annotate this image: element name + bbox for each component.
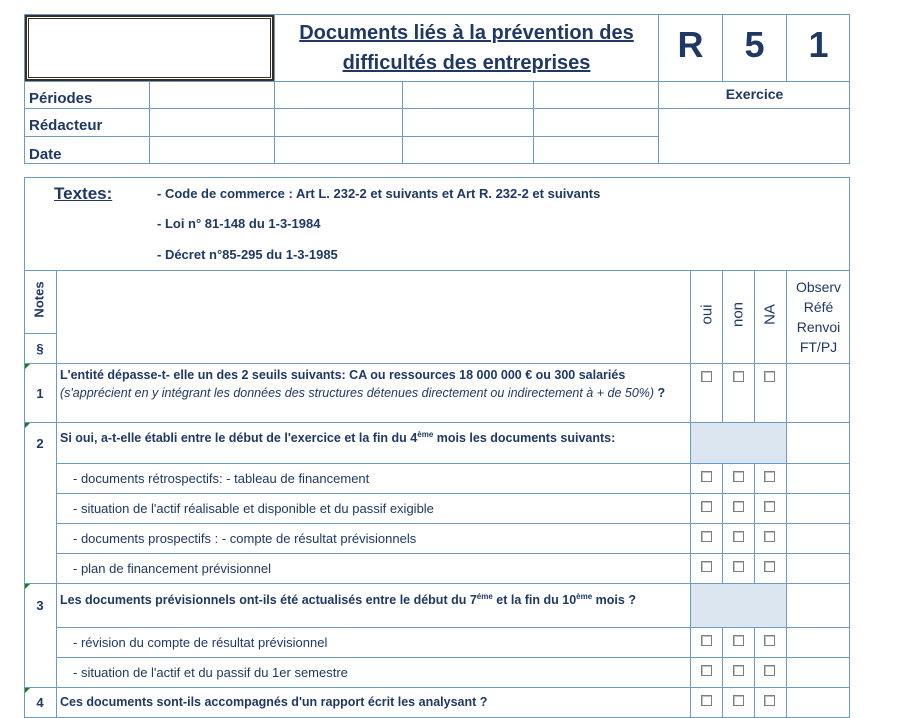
texte-item: - Décret n°85-295 du 1-3-1985	[157, 247, 338, 262]
na-checkbox[interactable]	[764, 561, 775, 572]
sub-item: - documents rétrospectifs: - tableau de financement	[73, 471, 370, 486]
non-checkbox[interactable]	[733, 471, 744, 482]
oui-checkbox[interactable]	[701, 695, 712, 706]
non-checkbox[interactable]	[733, 635, 744, 646]
sub-item: - révision du compte de résultat prévisionnel	[73, 635, 328, 650]
na-checkbox[interactable]	[764, 635, 775, 646]
cell-marker	[25, 584, 30, 589]
oui-header: oui	[698, 304, 716, 325]
question-text: Ces documents sont-ils accompagnés d'un rapport écrit les analysant ?	[60, 695, 488, 709]
date-label: Date	[29, 146, 62, 163]
oui-checkbox[interactable]	[701, 531, 712, 542]
observ-header: Observ Réfé Renvoi FT/PJ	[795, 279, 842, 355]
textes-heading: Textes:	[54, 184, 113, 203]
texte-item: - Loi n° 81-148 du 1-3-1984	[157, 216, 321, 231]
oui-checkbox[interactable]	[701, 501, 712, 512]
periodes-label: Périodes	[29, 90, 93, 107]
periodes-field[interactable]	[150, 82, 658, 108]
code-digit-2: 1	[808, 24, 829, 65]
row-number: 1	[36, 386, 44, 401]
redacteur-field[interactable]	[150, 109, 658, 136]
question-text: Si oui, a-t-elle établi entre le début de l'exercice et la fin du 4ème mois les documents suivants:	[60, 430, 616, 446]
code-letter: R	[677, 24, 704, 65]
sub-item: - plan de financement prévisionnel	[73, 561, 272, 576]
shaded-cell	[691, 584, 786, 627]
sub-item: - situation de l'actif réalisable et disponible et du passif exigible	[73, 501, 434, 516]
redacteur-label: Rédacteur	[29, 117, 103, 134]
sub-item: - situation de l'actif et du passif du 1er semestre	[73, 665, 348, 680]
date-field[interactable]	[150, 137, 658, 164]
non-checkbox[interactable]	[733, 371, 744, 382]
non-checkbox[interactable]	[733, 695, 744, 706]
exercice-label: Exercice	[725, 86, 784, 102]
sub-item: - documents prospectifs : - compte de résultat prévisionnels	[73, 531, 417, 546]
exercice-field[interactable]	[659, 109, 850, 164]
oui-checkbox[interactable]	[701, 371, 712, 382]
texte-item: - Code de commerce : Art L. 232-2 et suivants et Art R. 232-2 et suivants	[157, 186, 601, 201]
cell-marker	[25, 423, 30, 428]
non-checkbox[interactable]	[733, 561, 744, 572]
question-text: L'entité dépasse-t- elle un des 2 seuils suivants: CA ou ressources 18 000 000 € ou 300 salariés (s'apprécient en y intégrant les données des structures détenues directement ou indirectement à + de 50%) ?	[60, 368, 666, 400]
question-text: Les documents prévisionnels ont-ils été actualisés entre le début du $7^{éme}$ et la fin du 10ème mois ?	[60, 592, 636, 608]
row-number: 3	[36, 598, 44, 613]
code-digit-1: 5	[744, 24, 765, 65]
na-checkbox[interactable]	[764, 471, 775, 482]
oui-checkbox[interactable]	[701, 665, 712, 676]
oui-checkbox[interactable]	[701, 635, 712, 646]
na-checkbox[interactable]	[764, 695, 775, 706]
non-checkbox[interactable]	[733, 501, 744, 512]
na-checkbox[interactable]	[764, 371, 775, 382]
oui-checkbox[interactable]	[701, 561, 712, 572]
cell-marker	[25, 364, 30, 369]
non-header: non	[729, 301, 747, 328]
notes-header: Notes	[31, 281, 47, 318]
non-checkbox[interactable]	[733, 665, 744, 676]
non-checkbox[interactable]	[733, 531, 744, 542]
section-header: §	[36, 341, 44, 356]
page-title: Documents liés à la prévention des difficultés des entreprises	[299, 22, 634, 74]
na-header: NA	[761, 304, 779, 325]
na-checkbox[interactable]	[764, 531, 775, 542]
oui-checkbox[interactable]	[701, 471, 712, 482]
logo-box	[25, 15, 274, 81]
na-checkbox[interactable]	[764, 665, 775, 676]
shaded-cell	[691, 423, 786, 463]
row-number: 2	[36, 436, 44, 451]
na-checkbox[interactable]	[764, 501, 775, 512]
cell-marker	[25, 688, 30, 693]
row-number: 4	[36, 695, 44, 710]
